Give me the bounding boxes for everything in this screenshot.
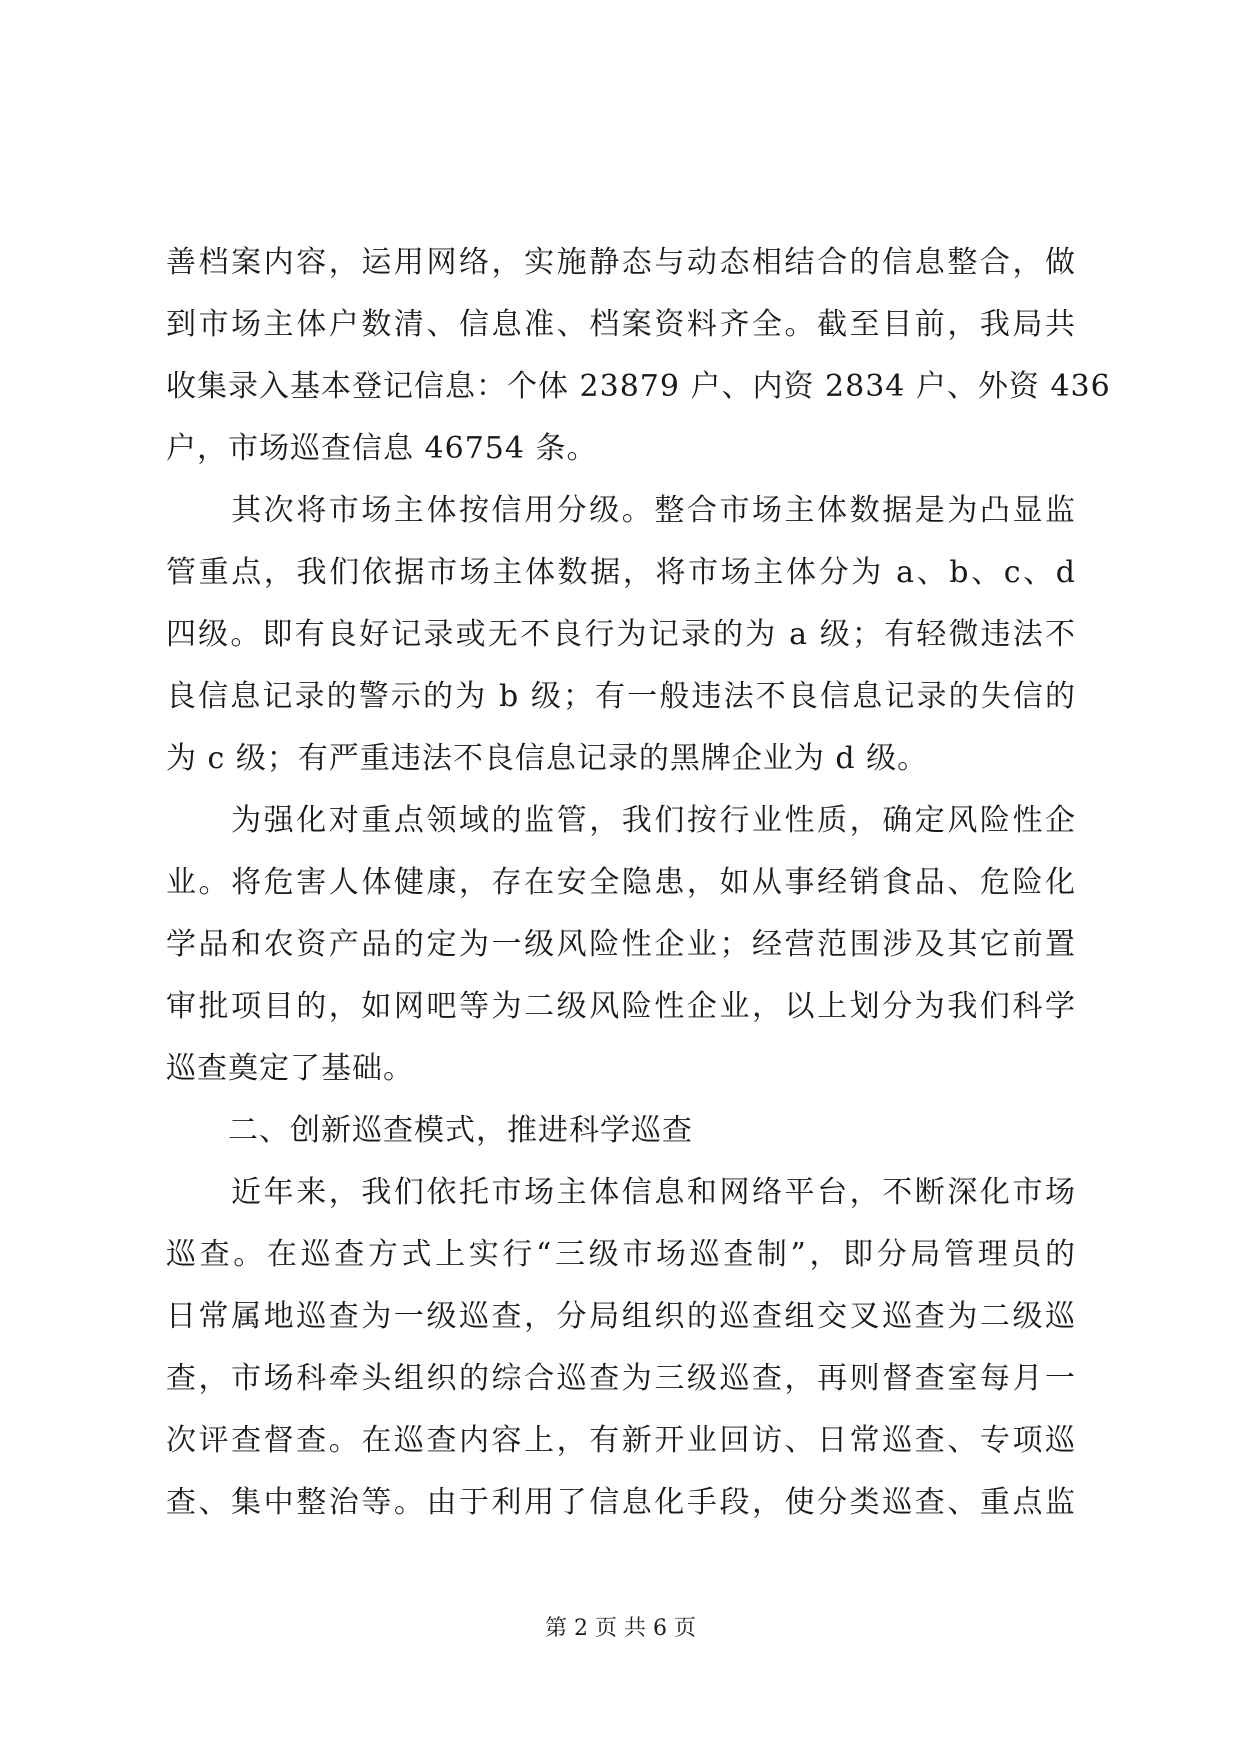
paragraph-risk-enterprises <box>166 790 1076 1100</box>
text-line: 日常属地巡查为一级巡查，分局组织的巡查组交叉巡查为二级巡 <box>166 1299 1076 1334</box>
text-line: 到市场主体户数清、信息准、档案资料齐全。截至目前，我局共 <box>166 307 1076 342</box>
text-line: 近年来，我们依托市场主体信息和网络平台，不断深化市场 <box>166 1175 1076 1210</box>
text-line: 户，市场巡查信息 46754 条。 <box>166 431 598 466</box>
section-heading <box>166 1100 1076 1162</box>
text-line: 四级。即有良好记录或无不良行为记录的为 a 级；有轻微违法不 <box>166 617 1076 652</box>
text-line: 审批项目的，如网吧等为二级风险性企业，以上划分为我们科学 <box>166 989 1076 1024</box>
paragraph-inspection-mode <box>166 1162 1076 1534</box>
text-line: 为强化对重点领域的监管，我们按行业性质，确定风险性企 <box>166 803 1076 838</box>
text-line: 管重点，我们依据市场主体数据，将市场主体分为 a、b、c、d <box>166 555 1076 590</box>
heading-line: 二、创新巡查模式，推进科学巡查 <box>166 1113 693 1148</box>
page-footer: 第 2 页 共 6 页 <box>545 1616 696 1641</box>
text-line: 查，市场科牵头组织的综合巡查为三级巡查，再则督查室每月一 <box>166 1361 1076 1396</box>
text-line: 收集录入基本登记信息：个体 23879 户、内资 2834 户、外资 436 <box>166 369 1111 404</box>
text-line: 善档案内容，运用网络，实施静态与动态相结合的信息整合，做 <box>166 245 1076 280</box>
text-line: 其次将市场主体按信用分级。整合市场主体数据是为凸显监 <box>166 493 1076 528</box>
document-body <box>166 232 1111 1534</box>
text-line: 良信息记录的警示的为 b 级；有一般违法不良信息记录的失信的 <box>166 679 1076 714</box>
paragraph-credit-grading <box>166 480 1076 790</box>
text-line: 查、集中整治等。由于利用了信息化手段，使分类巡查、重点监 <box>166 1485 1076 1520</box>
text-line: 巡查。在巡查方式上实行“三级市场巡查制”，即分局管理员的 <box>166 1237 1076 1272</box>
text-line: 业。将危害人体健康，存在安全隐患，如从事经销食品、危险化 <box>166 865 1076 900</box>
text-line: 为 c 级；有严重违法不良信息记录的黑牌企业为 d 级。 <box>166 741 929 776</box>
text-line: 巡查奠定了基础。 <box>166 1051 414 1086</box>
paragraph-archive-info <box>166 232 1111 480</box>
text-line: 次评查督查。在巡查内容上，有新开业回访、日常巡查、专项巡 <box>166 1423 1076 1458</box>
text-line: 学品和农资产品的定为一级风险性企业；经营范围涉及其它前置 <box>166 927 1076 962</box>
